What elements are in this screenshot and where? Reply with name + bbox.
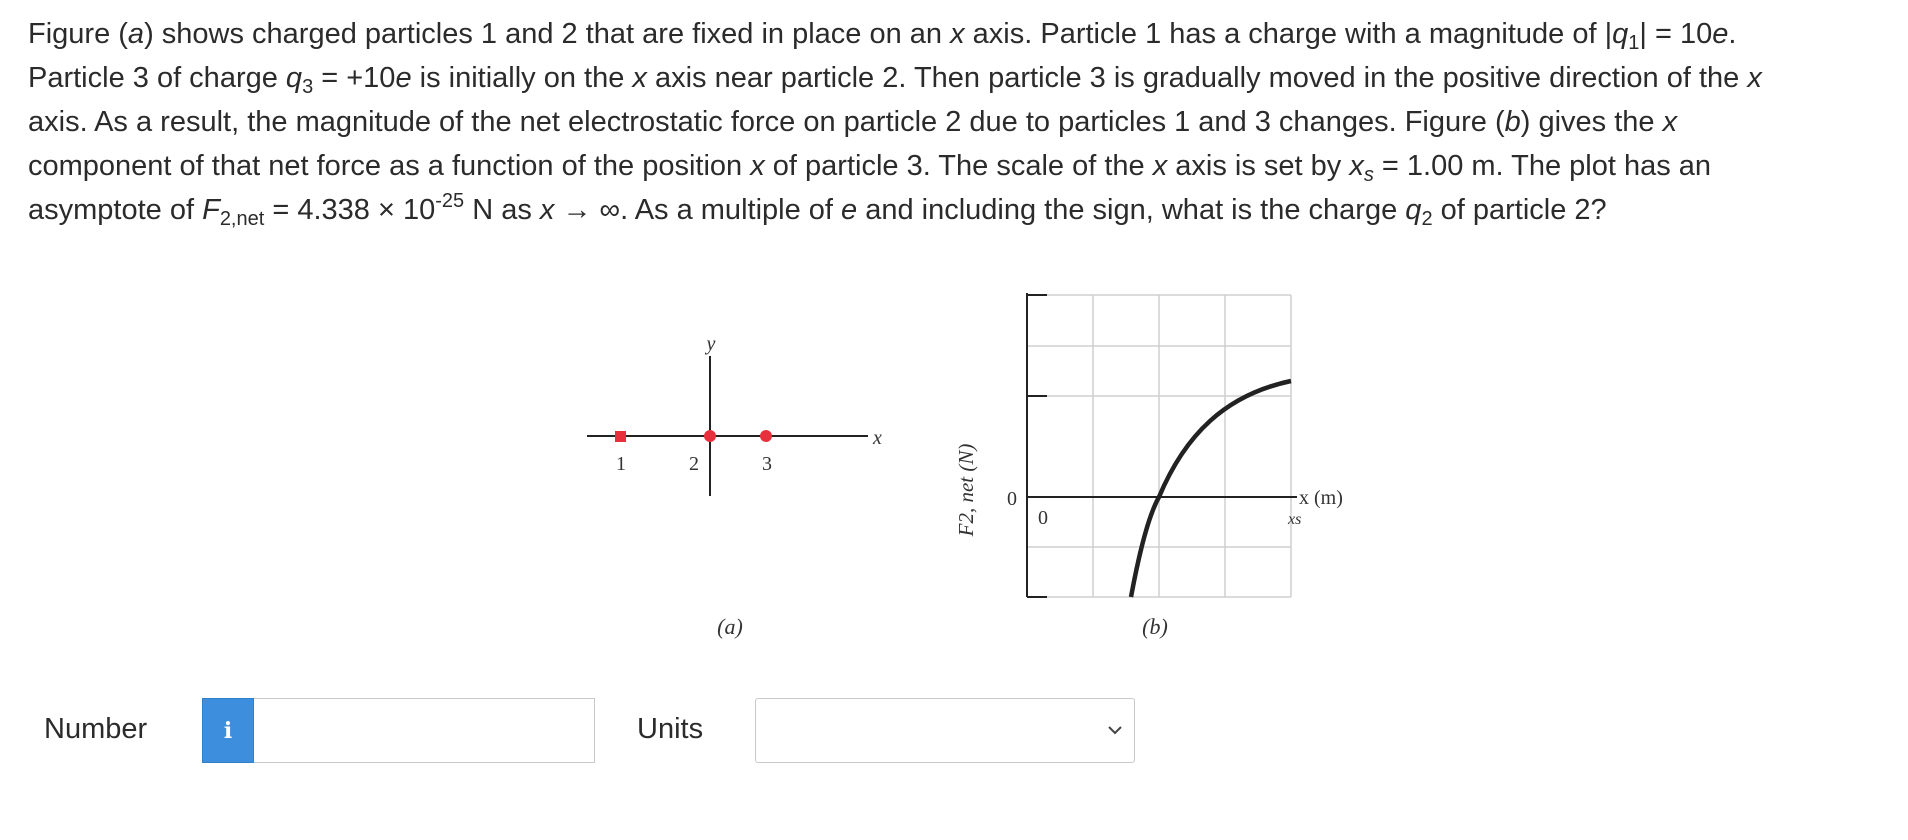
chevron-down-icon [1106,721,1124,739]
figure-a [587,333,882,639]
particle-2 [704,430,716,442]
number-input[interactable] [254,698,595,763]
figure-b-caption: (b) [1142,614,1168,639]
plot-xs-label: xs [1288,511,1302,528]
y-axis-label: y [706,333,716,355]
number-label: Number [44,713,148,745]
plot-y-axis-label: F2, net (N) [954,443,978,537]
particle-1-label: 1 [616,453,626,475]
particle-2-label: 2 [689,453,699,475]
plot-x-zero: 0 [1038,507,1048,529]
particle-1 [615,431,626,442]
particle-3 [760,430,772,442]
plot-y-zero: 0 [1007,488,1017,510]
plot-x-axis-label: x (m) [1299,487,1343,509]
info-icon[interactable]: i [202,698,254,763]
figure-a-caption: (a) [717,614,743,639]
problem-statement: Figure (a) shows charged particles 1 and 2 that are fixed in place on an x axis. Particle 1 has a charge with a magnitude of $|q_1| = 10e$. Particle 3 of charge $q_3 = +10e$ is initially on the x axis near particle 2. Then particle 3 is gradually moved in the positive direction of the x axis. As a result, the magnitude of the net electrostatic force on particle 2 due to particles 1 and 3 changes. Figure (b) gives the x component of that net force as a function of the position x of particle 3. The scale of the x axis is set by $x_s = 1.00$ m. The plot has an asymptote of $F_{2,net} = 4.338 \times 10^{-25}$ N as x → ∞. As a multiple of e and including the sign, what is the charge $q_2$ of particle 2? [28,18,1762,230]
figures [0,285,1908,655]
force-curve [1131,381,1291,597]
plot-grid [1027,295,1291,597]
answer-row [0,697,1908,765]
units-label: Units [637,713,704,745]
particle-3-label: 3 [762,453,772,475]
x-axis-label: x [873,427,882,449]
figure-b [954,293,1343,639]
units-select[interactable] [755,698,1135,763]
